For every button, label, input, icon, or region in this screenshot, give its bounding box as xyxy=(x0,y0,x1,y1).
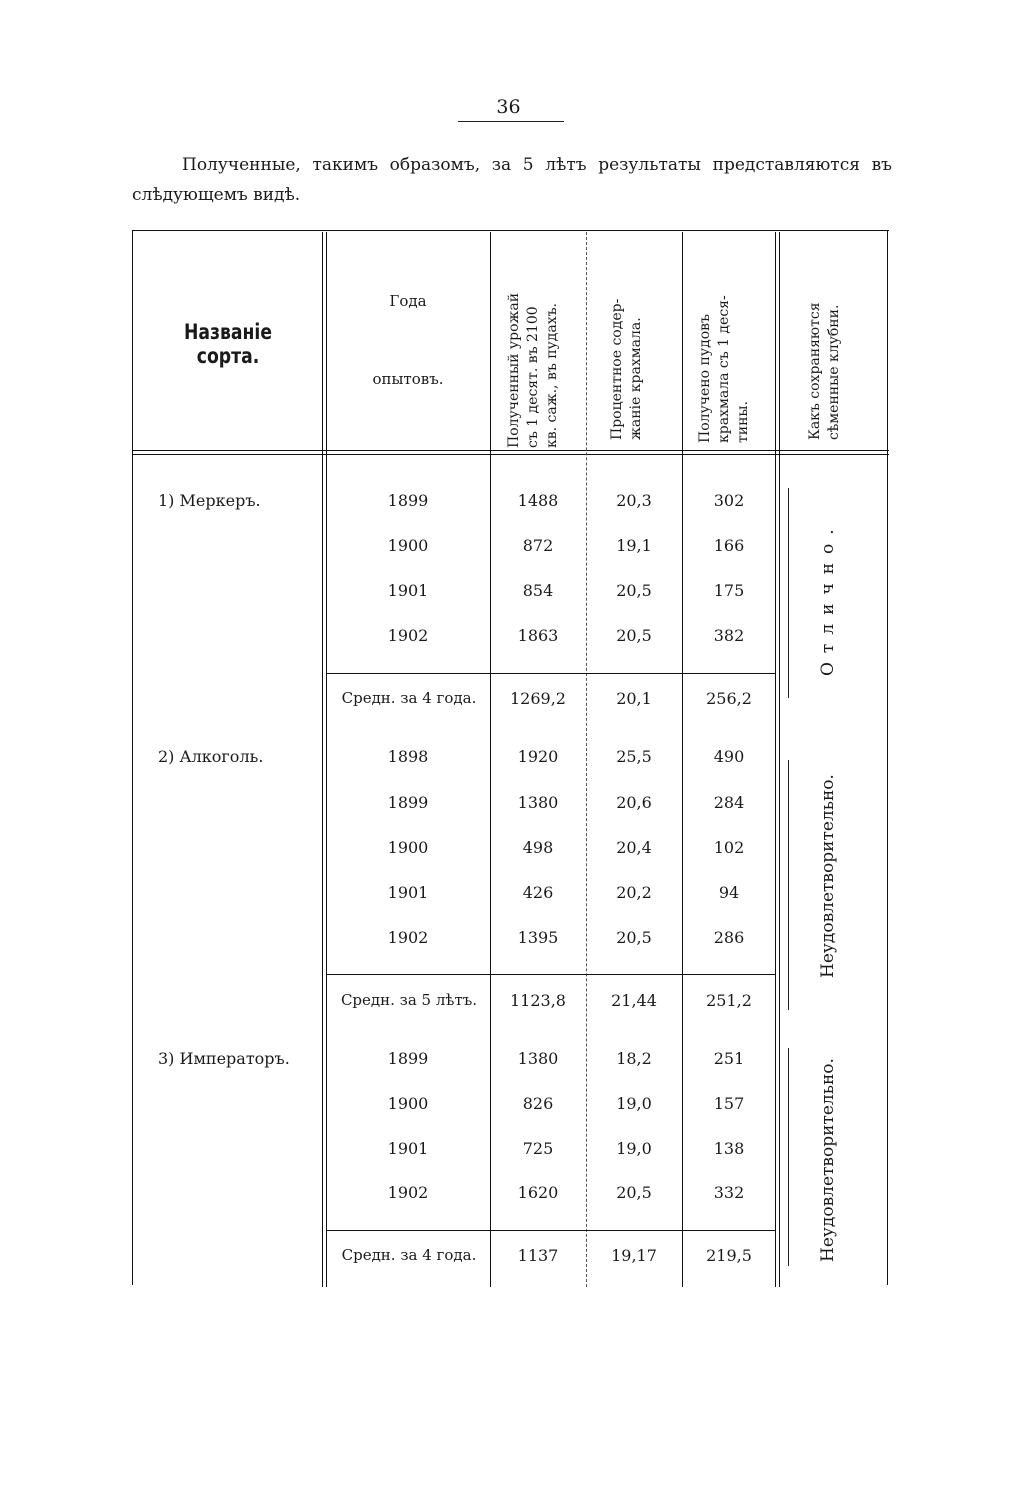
yield-cell: 1863 xyxy=(517,626,559,645)
avg-pct: 21,44 xyxy=(611,991,657,1010)
pct-cell: 20,3 xyxy=(616,491,652,510)
pud-cell: 286 xyxy=(713,928,745,947)
avg-rule-2 xyxy=(326,974,776,975)
yield-cell: 1620 xyxy=(517,1183,559,1202)
pud-cell: 302 xyxy=(713,491,745,510)
col-divider-yield xyxy=(490,232,491,1287)
pct-cell: 25,5 xyxy=(616,747,652,766)
storage-brace xyxy=(788,760,789,1010)
storage-brace xyxy=(788,488,789,698)
pct-cell: 19,0 xyxy=(616,1139,652,1158)
variety-name: 2) Алкоголь. xyxy=(158,747,264,766)
pud-cell: 175 xyxy=(713,581,745,600)
year-cell: 1901 xyxy=(387,883,429,902)
avg-label: Средн. за 4 года. xyxy=(341,1246,477,1264)
year-cell: 1901 xyxy=(387,1139,429,1158)
pud-cell: 138 xyxy=(713,1139,745,1158)
avg-pud: 251,2 xyxy=(706,991,752,1010)
header-storage: Какъ сохраняются сѣменные клубни. xyxy=(807,302,842,440)
yield-cell: 872 xyxy=(522,536,554,555)
pct-cell: 20,5 xyxy=(616,928,652,947)
pud-cell: 284 xyxy=(713,793,745,812)
intro-paragraph xyxy=(132,150,892,210)
yield-cell: 1380 xyxy=(517,793,559,812)
header-starch-pct: Процентное содер- жаніе крахмала. xyxy=(609,298,644,440)
yield-cell: 1488 xyxy=(517,491,559,510)
year-cell: 1902 xyxy=(387,928,429,947)
storage-note: Неудовлетворительно. xyxy=(818,1058,838,1262)
pct-cell: 19,0 xyxy=(616,1094,652,1113)
pct-cell: 20,4 xyxy=(616,838,652,857)
avg-pct: 20,1 xyxy=(616,689,652,708)
avg-rule-3 xyxy=(326,1230,776,1231)
pud-cell: 490 xyxy=(713,747,745,766)
pct-cell: 20,5 xyxy=(616,626,652,645)
header-years-line2: опытовъ. xyxy=(372,370,444,388)
table-left-border xyxy=(132,230,133,1285)
pct-cell: 19,1 xyxy=(616,536,652,555)
year-cell: 1901 xyxy=(387,581,429,600)
col-divider-storage xyxy=(775,232,776,1287)
year-cell: 1899 xyxy=(387,1049,429,1068)
avg-yield: 1137 xyxy=(517,1246,559,1265)
yield-cell: 826 xyxy=(522,1094,554,1113)
variety-name: 1) Меркеръ. xyxy=(158,491,261,510)
page-number-rule xyxy=(458,121,564,122)
year-cell: 1899 xyxy=(387,491,429,510)
year-cell: 1902 xyxy=(387,1183,429,1202)
yield-cell: 426 xyxy=(522,883,554,902)
year-cell: 1900 xyxy=(387,838,429,857)
yield-cell: 854 xyxy=(522,581,554,600)
pud-cell: 382 xyxy=(713,626,745,645)
avg-label: Средн. за 5 лѣтъ. xyxy=(340,991,478,1009)
storage-note: Неудовлетворительно. xyxy=(818,774,838,978)
pct-cell: 20,6 xyxy=(616,793,652,812)
avg-yield: 1123,8 xyxy=(510,991,566,1010)
storage-brace xyxy=(788,1048,789,1266)
header-yield: Полученный урожай съ 1 десят. въ 2100 кв. саж., въ пудахъ. xyxy=(506,292,560,448)
table-right-border xyxy=(887,230,888,1285)
avg-rule-1 xyxy=(326,673,776,674)
yield-cell: 1395 xyxy=(517,928,559,947)
year-cell: 1899 xyxy=(387,793,429,812)
header-name: Названіе сорта. xyxy=(183,320,273,368)
pct-cell: 20,5 xyxy=(616,581,652,600)
avg-pud: 219,5 xyxy=(706,1246,752,1265)
year-cell: 1898 xyxy=(387,747,429,766)
pud-cell: 94 xyxy=(718,883,740,902)
col-divider-years xyxy=(322,232,323,1287)
yield-cell: 1380 xyxy=(517,1049,559,1068)
pct-cell: 20,5 xyxy=(616,1183,652,1202)
intro-text: Полученные, такимъ образомъ, за 5 лѣтъ результаты представляются въ слѣдующемъ видѣ. xyxy=(132,155,892,205)
storage-note: Отлично. xyxy=(818,520,838,676)
year-cell: 1902 xyxy=(387,626,429,645)
yield-cell: 725 xyxy=(522,1139,554,1158)
table-top-border xyxy=(132,230,889,231)
pud-cell: 102 xyxy=(713,838,745,857)
year-cell: 1900 xyxy=(387,1094,429,1113)
avg-pud: 256,2 xyxy=(706,689,752,708)
variety-name: 3) Императоръ. xyxy=(158,1049,290,1068)
pud-cell: 166 xyxy=(713,536,745,555)
yield-cell: 498 xyxy=(522,838,554,857)
avg-pct: 19,17 xyxy=(611,1246,657,1265)
col-divider-years-b xyxy=(326,232,327,1287)
year-cell: 1900 xyxy=(387,536,429,555)
col-divider-storage-b xyxy=(779,232,780,1287)
pud-cell: 157 xyxy=(713,1094,745,1113)
pct-cell: 18,2 xyxy=(616,1049,652,1068)
avg-yield: 1269,2 xyxy=(510,689,566,708)
col-divider-pud xyxy=(682,232,683,1287)
page-number: 36 xyxy=(496,96,521,118)
header-years-line1: Года xyxy=(389,292,427,310)
pct-cell: 20,2 xyxy=(616,883,652,902)
pud-cell: 332 xyxy=(713,1183,745,1202)
pud-cell: 251 xyxy=(713,1049,745,1068)
header-starch-pud: Получено пудовъ крахмала съ 1 деся- тины. xyxy=(697,295,751,443)
avg-label: Средн. за 4 года. xyxy=(341,689,477,707)
yield-cell: 1920 xyxy=(517,747,559,766)
